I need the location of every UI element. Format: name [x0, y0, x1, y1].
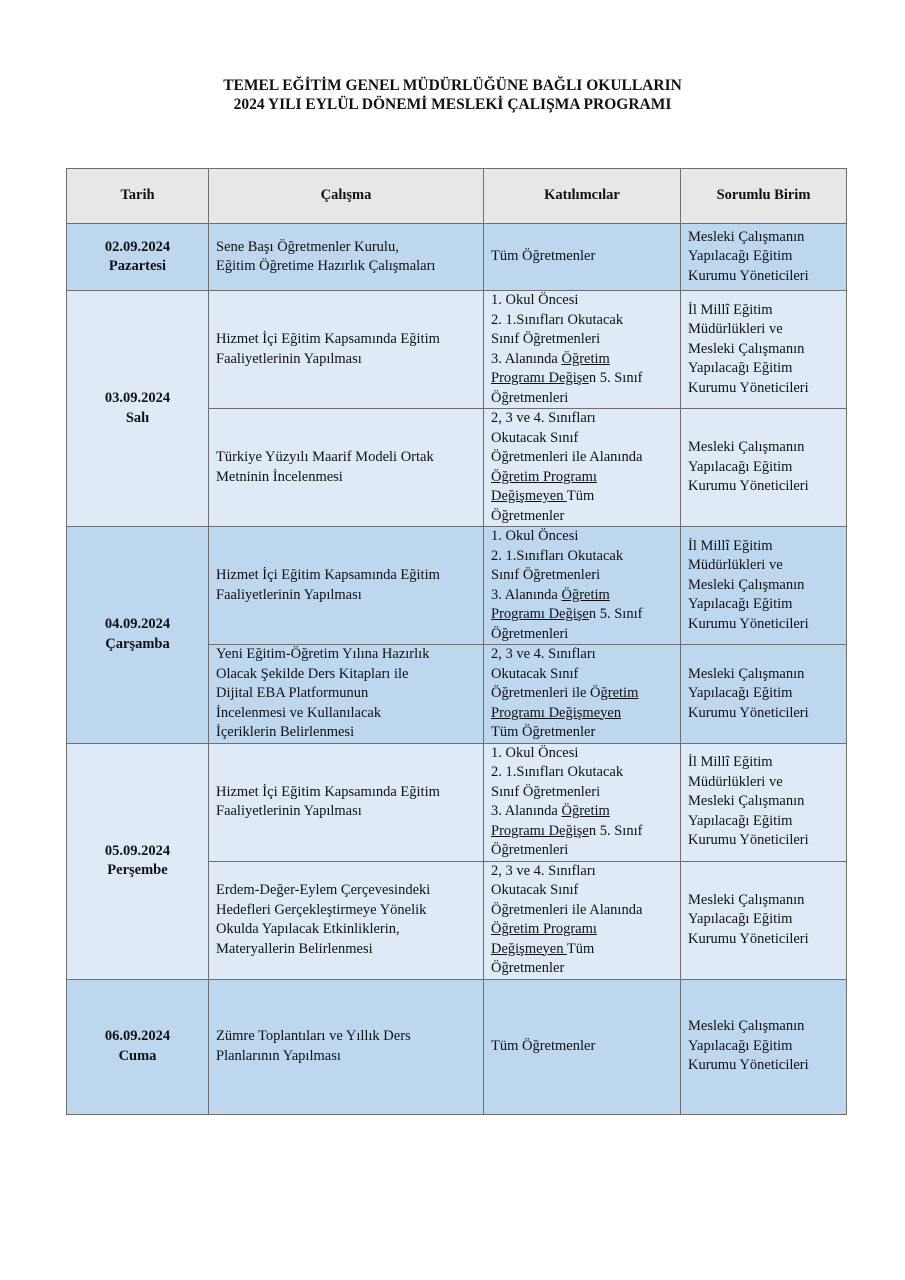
- work-cell: [209, 291, 484, 409]
- cell-line: Kurumu Yöneticileri: [688, 478, 809, 495]
- cell-line: 2. 1.Sınıfları Okutacak: [491, 764, 624, 780]
- cell-line: Müdürlükleri ve: [688, 773, 783, 790]
- cell-line: İl Millî Eğitim: [688, 754, 773, 771]
- underlined-text: Öğretim: [561, 350, 610, 367]
- work-cell: [209, 224, 484, 291]
- participants-cell: [484, 645, 681, 744]
- cell-line: Öğretmenleri: [491, 842, 569, 858]
- cell-line: Programı Değişen 5. Sınıf: [491, 606, 643, 622]
- header-work: Çalışma: [209, 169, 484, 224]
- date-cell: [67, 743, 209, 979]
- cell-line: Hedefleri Gerçekleştirmeye Yönelik: [216, 901, 427, 918]
- weekday-value: Cuma: [118, 1047, 157, 1064]
- cell-line: Türkiye Yüzyılı Maarif Modeli Ortak: [216, 449, 434, 465]
- participants-cell: [484, 291, 681, 409]
- underlined-text: Öğretim: [561, 586, 610, 603]
- cell-line: Tüm Öğretmenler: [491, 1037, 596, 1054]
- underlined-text: Programı Değişe: [491, 370, 589, 386]
- date-value: 04.09.2024: [104, 616, 171, 633]
- weekday-value: Çarşamba: [105, 635, 170, 652]
- table-row: [67, 743, 847, 861]
- program-table: [66, 168, 847, 1115]
- participants-cell: [484, 979, 681, 1114]
- work-cell: [209, 527, 484, 645]
- program-table-body: [67, 224, 847, 1115]
- cell-line: Öğretmenler: [491, 960, 565, 976]
- cell-line: Hizmet İçi Eğitim Kapsamında Eğitim: [216, 783, 440, 800]
- cell-line: 3. Alanında Öğretim: [491, 350, 610, 367]
- cell-line: Erdem-Değer-Eylem Çerçevesindeki: [216, 882, 431, 898]
- cell-line: Materyallerin Belirlenmesi: [216, 940, 373, 957]
- cell-line: Faaliyetlerinin Yapılması: [216, 803, 362, 819]
- cell-line: Dijital EBA Platformunun: [216, 685, 369, 701]
- cell-line: İl Millî Eğitim: [688, 537, 773, 554]
- cell-line: Yapılacağı Eğitim: [688, 1037, 793, 1054]
- cell-line: Mesleki Çalışmanın: [688, 439, 805, 456]
- cell-line: Hizmet İçi Eğitim Kapsamında Eğitim: [216, 331, 440, 347]
- table-row: [67, 527, 847, 645]
- cell-line: Mesleki Çalışmanın: [688, 576, 805, 593]
- cell-line: Zümre Toplantıları ve Yıllık Ders: [216, 1028, 411, 1044]
- cell-line: Müdürlükleri ve: [688, 321, 783, 338]
- responsible-cell: [681, 645, 847, 744]
- weekday-value: Salı: [125, 409, 150, 426]
- responsible-cell: [681, 527, 847, 645]
- document-header: [0, 76, 905, 114]
- cell-line: Faaliyetlerinin Yapılması: [216, 586, 362, 603]
- cell-line: Sınıf Öğretmenleri: [491, 567, 601, 583]
- cell-line: Olacak Şekilde Ders Kitapları ile: [216, 665, 409, 682]
- cell-line: Öğretmenleri ile Alanında: [491, 901, 643, 918]
- cell-line: Yapılacağı Eğitim: [688, 812, 793, 829]
- cell-line: Okutacak Sınıf: [491, 882, 579, 898]
- date-cell: [67, 224, 209, 291]
- table-row: [67, 291, 847, 409]
- weekday-value: Perşembe: [107, 862, 168, 878]
- cell-line: Öğretmenler: [491, 507, 565, 524]
- cell-line: Programı Değişen 5. Sınıf: [491, 822, 643, 839]
- cell-line: Mesleki Çalışmanın: [688, 1018, 805, 1035]
- cell-line: Faaliyetlerinin Yapılması: [216, 350, 362, 367]
- work-cell: [209, 743, 484, 861]
- cell-line: Yapılacağı Eğitim: [688, 248, 793, 265]
- work-cell: [209, 979, 484, 1114]
- cell-line: Kurumu Yöneticileri: [688, 379, 809, 396]
- work-cell: [209, 861, 484, 979]
- cell-line: Okutacak Sınıf: [491, 665, 579, 682]
- cell-line: İçeriklerin Belirlenmesi: [216, 724, 355, 740]
- underlined-text: Öğretim Programı: [491, 921, 597, 937]
- date-value: 05.09.2024: [104, 842, 171, 859]
- responsible-cell: [681, 224, 847, 291]
- cell-line: Sınıf Öğretmenleri: [491, 783, 601, 800]
- cell-line: Tüm Öğretmenler: [491, 724, 596, 740]
- weekday-value: Pazartesi: [108, 258, 167, 274]
- header-responsible: Sorumlu Birim: [681, 169, 847, 224]
- cell-line: 2, 3 ve 4. Sınıfları: [491, 646, 596, 662]
- cell-line: Programı Değişen 5. Sınıf: [491, 370, 643, 386]
- cell-line: Mesleki Çalışmanın: [688, 228, 805, 245]
- cell-line: Hizmet İçi Eğitim Kapsamında Eğitim: [216, 567, 440, 583]
- cell-line: Öğretmenleri: [491, 625, 569, 642]
- participants-cell: [484, 527, 681, 645]
- cell-line: Yapılacağı Eğitim: [688, 360, 793, 377]
- document-title-line2: 2024 YILI EYLÜL DÖNEMİ MESLEKİ ÇALIŞMA PROGRAMI: [233, 96, 672, 113]
- work-cell: [209, 409, 484, 527]
- cell-line: Sınıf Öğretmenleri: [491, 331, 601, 347]
- cell-line: Metninin İncelenmesi: [216, 468, 343, 485]
- cell-line: Değişmeyen Tüm: [491, 488, 595, 504]
- cell-line: Kurumu Yöneticileri: [688, 615, 809, 632]
- cell-line: Eğitim Öğretime Hazırlık Çalışmaları: [216, 258, 436, 274]
- cell-line: [491, 468, 673, 488]
- cell-line: Kurumu Yöneticileri: [688, 832, 809, 849]
- cell-line: Kurumu Yöneticileri: [688, 704, 809, 721]
- responsible-cell: [681, 409, 847, 527]
- cell-line: 2. 1.Sınıfları Okutacak: [491, 311, 624, 328]
- cell-line: Planlarının Yapılması: [216, 1047, 341, 1064]
- underlined-text: ğretim: [600, 685, 639, 701]
- underlined-text: Değişmeyen: [491, 940, 567, 957]
- date-cell: [67, 291, 209, 527]
- responsible-cell: [681, 861, 847, 979]
- cell-line: Öğretmenleri ile Öğretim: [491, 685, 639, 701]
- date-cell: [67, 527, 209, 744]
- cell-line: 3. Alanında Öğretim: [491, 586, 610, 603]
- header-date: Tarih: [67, 169, 209, 224]
- work-cell: [209, 645, 484, 744]
- cell-line: Değişmeyen Tüm: [491, 940, 595, 957]
- cell-line: Mesleki Çalışmanın: [688, 793, 805, 810]
- cell-line: Mesleki Çalışmanın: [688, 665, 805, 682]
- responsible-cell: [681, 743, 847, 861]
- date-cell: [67, 979, 209, 1114]
- table-row: [67, 224, 847, 291]
- cell-line: Sene Başı Öğretmenler Kurulu,: [216, 238, 399, 255]
- cell-line: Okulda Yapılacak Etkinliklerin,: [216, 921, 400, 937]
- cell-line: 2. 1.Sınıfları Okutacak: [491, 547, 624, 564]
- cell-line: Yeni Eğitim-Öğretim Yılına Hazırlık: [216, 646, 430, 662]
- cell-line: 1. Okul Öncesi: [491, 528, 579, 544]
- underlined-text: Programı Değişmeyen: [491, 704, 622, 721]
- participants-cell: [484, 743, 681, 861]
- date-value: 06.09.2024: [104, 1028, 171, 1044]
- cell-line: 1. Okul Öncesi: [491, 744, 579, 761]
- table-header-row: [67, 169, 847, 224]
- cell-line: [491, 704, 673, 724]
- cell-line: Öğretmenleri ile Alanında: [491, 449, 643, 465]
- cell-line: Yapılacağı Eğitim: [688, 685, 793, 701]
- cell-line: Okutacak Sınıf: [491, 429, 579, 446]
- table-row: [67, 979, 847, 1114]
- underlined-text: Öğretim Programı: [491, 468, 597, 485]
- cell-line: Öğretmenleri: [491, 389, 569, 406]
- participants-cell: [484, 409, 681, 527]
- cell-line: Kurumu Yöneticileri: [688, 930, 809, 947]
- cell-line: 2, 3 ve 4. Sınıfları: [491, 410, 596, 426]
- participants-cell: [484, 861, 681, 979]
- underlined-text: Öğretim: [561, 803, 610, 819]
- cell-line: 2, 3 ve 4. Sınıfları: [491, 862, 596, 879]
- cell-line: Müdürlükleri ve: [688, 557, 783, 574]
- cell-line: Kurumu Yöneticileri: [688, 267, 809, 284]
- cell-line: Yapılacağı Eğitim: [688, 458, 793, 475]
- cell-line: Kurumu Yöneticileri: [688, 1057, 809, 1074]
- cell-line: 3. Alanında Öğretim: [491, 803, 610, 819]
- underlined-text: Değişmeyen: [491, 488, 567, 504]
- cell-line: İncelenmesi ve Kullanılacak: [216, 704, 382, 721]
- document-title-line1: TEMEL EĞİTİM GENEL MÜDÜRLÜĞÜNE BAĞLI OKULLARIN: [223, 77, 682, 94]
- date-value: 02.09.2024: [104, 238, 171, 255]
- cell-line: Mesleki Çalışmanın: [688, 891, 805, 908]
- responsible-cell: [681, 291, 847, 409]
- cell-line: Yapılacağı Eğitim: [688, 596, 793, 613]
- underlined-text: Programı Değişe: [491, 606, 589, 622]
- cell-line: Tüm Öğretmenler: [491, 248, 596, 265]
- cell-line: 1. Okul Öncesi: [491, 292, 579, 308]
- participants-cell: [484, 224, 681, 291]
- responsible-cell: [681, 979, 847, 1114]
- cell-line: [491, 920, 673, 940]
- date-value: 03.09.2024: [104, 390, 171, 406]
- cell-line: Mesleki Çalışmanın: [688, 340, 805, 357]
- cell-line: İl Millî Eğitim: [688, 301, 773, 318]
- header-participants: Katılımcılar: [484, 169, 681, 224]
- cell-line: Yapılacağı Eğitim: [688, 911, 793, 928]
- underlined-text: Programı Değişe: [491, 822, 589, 839]
